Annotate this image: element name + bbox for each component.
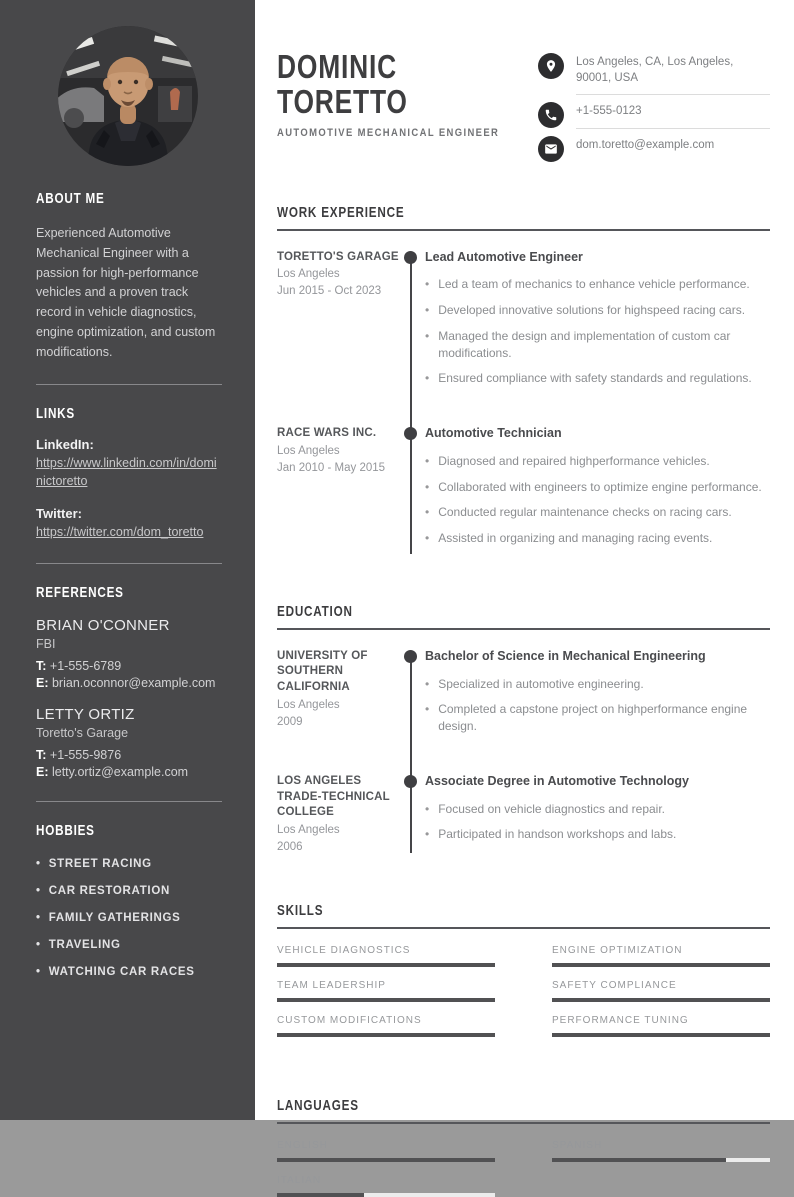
- location-icon: [538, 53, 564, 79]
- meter-item: [277, 945, 495, 967]
- timeline-entry: [277, 649, 770, 744]
- meter-bar-track: [277, 1033, 495, 1037]
- skills-section: [277, 902, 770, 1037]
- timeline-dot-icon: [404, 650, 417, 663]
- meter-label: VEHICLE DIAGNOSTICS: [277, 944, 411, 956]
- references-heading: REFERENCES: [36, 583, 124, 601]
- entry-location: Los Angeles: [277, 823, 340, 836]
- timeline-entry: [277, 774, 770, 855]
- hobby-item: [36, 885, 222, 897]
- meter-label: SAFETY COMPLIANCE: [552, 979, 677, 991]
- entry-meta: [277, 774, 401, 855]
- header: [277, 50, 770, 162]
- languages-grid: [277, 1140, 770, 1197]
- entry-organization: UNIVERSITY OF SOUTHERN CALIFORNIA: [277, 649, 368, 693]
- meter-bar-track: [552, 1158, 770, 1162]
- bullet-icon: •: [425, 702, 430, 717]
- email-icon: [538, 136, 564, 162]
- education-heading: EDUCATION: [277, 603, 770, 630]
- bullet-text: Participated in handson workshops and labs.: [438, 827, 677, 842]
- about-text: Experienced Automotive Mechanical Engineer with a passion for high-performance vehicles and a proven track record in vehicle diagnostics, engine optimization, and custom modifications.: [36, 226, 216, 359]
- timeline-dot-icon: [404, 251, 417, 264]
- meter-item: [277, 1015, 495, 1037]
- sidebar: [0, 0, 255, 1120]
- hobby-text: CAR RESTORATION: [48, 884, 170, 897]
- entry-location: Los Angeles: [277, 268, 340, 281]
- bullet-text: Completed a capstone project on highperformance engine design.: [438, 702, 748, 734]
- meter-label: ITALIAN: [277, 1174, 322, 1186]
- bullet-text: Focused on vehicle diagnostics and repair.: [438, 801, 666, 816]
- hobbies-heading: HOBBIES: [36, 821, 95, 839]
- meter-item: [277, 1175, 495, 1197]
- entry-body: [425, 426, 770, 556]
- person-job-title: AUTOMOTIVE MECHANICAL ENGINEER: [277, 126, 500, 139]
- entry-body: [425, 250, 770, 397]
- meter-label: TEAM LEADERSHIP: [277, 979, 386, 991]
- meter-bar-fill: [277, 963, 495, 967]
- email-value: letty.ortiz@example.com: [51, 764, 189, 779]
- skills-grid: [277, 945, 770, 1037]
- bullet-item: [425, 479, 770, 496]
- bullet-icon: •: [425, 505, 430, 520]
- person-name: [277, 50, 486, 120]
- timeline-node: [401, 774, 425, 855]
- hobby-text: WATCHING CAR RACES: [48, 965, 195, 978]
- languages-section: [277, 1097, 770, 1197]
- meter-label: ENGINE OPTIMIZATION: [552, 944, 683, 956]
- reference-org: FBI: [36, 636, 56, 651]
- bullet-text: Conducted regular maintenance checks on racing cars.: [438, 505, 732, 520]
- about-heading: ABOUT ME: [36, 190, 105, 207]
- email-label: E:: [36, 675, 49, 690]
- main-content: [255, 0, 794, 1186]
- contact-location: Los Angeles, CA, Los Angeles, 90001, USA: [576, 53, 770, 95]
- meter-label: SPANISH: [552, 1139, 603, 1151]
- entry-body: [425, 649, 770, 744]
- entry-title: Associate Degree in Automotive Technology: [425, 773, 689, 788]
- bullet-item: [425, 530, 770, 547]
- entry-bullet-list: [425, 453, 770, 547]
- entry-organization: LOS ANGELES TRADE-TECHNICAL COLLEGE: [277, 774, 390, 819]
- contact-location-row: [538, 53, 770, 95]
- meter-item: [277, 980, 495, 1002]
- bullet-item: [425, 504, 770, 521]
- name-block: [277, 50, 538, 162]
- email-value: brian.oconnor@example.com: [51, 675, 216, 690]
- entry-meta: [277, 649, 401, 744]
- contact-phone: +1-555-0123: [576, 102, 770, 129]
- hobby-item: [36, 858, 222, 870]
- timeline-node: [401, 250, 425, 397]
- meter-bar-fill: [277, 1193, 364, 1197]
- meter-bar-fill: [552, 998, 770, 1002]
- entry-title: Bachelor of Science in Mechanical Engineering: [425, 648, 706, 663]
- work-experience-heading: WORK EXPERIENCE: [277, 204, 770, 231]
- contact-email-row: [538, 136, 770, 162]
- bullet-item: [425, 276, 770, 293]
- contact-block: [538, 50, 770, 162]
- phone-value: +1-555-6789: [49, 658, 122, 673]
- reference-email: [36, 676, 222, 690]
- entry-organization: RACE WARS INC.: [277, 427, 377, 440]
- hobby-list: [36, 858, 222, 978]
- meter-bar-track: [277, 1193, 495, 1197]
- bullet-icon: •: [36, 965, 41, 978]
- meter-label: CUSTOM MODIFICATIONS: [277, 1014, 422, 1026]
- contact-phone-row: [538, 102, 770, 129]
- meter-label: PERFORMANCE TUNING: [552, 1014, 689, 1026]
- meter-label: ENGLISH: [277, 1139, 328, 1151]
- entry-title: Lead Automotive Engineer: [425, 249, 583, 264]
- reference-card: [36, 706, 222, 779]
- entry-location: Los Angeles: [277, 698, 340, 711]
- bullet-icon: •: [425, 302, 430, 317]
- meter-item: [552, 1015, 770, 1037]
- bullet-text: Assisted in organizing and managing racing events.: [438, 531, 713, 546]
- meter-bar-track: [552, 963, 770, 967]
- meter-bar-track: [277, 998, 495, 1002]
- bullet-icon: •: [425, 277, 430, 292]
- bullet-icon: •: [425, 453, 430, 468]
- meter-bar-fill: [552, 963, 770, 967]
- meter-bar-fill: [277, 998, 495, 1002]
- email-label: E:: [36, 764, 49, 779]
- bullet-icon: •: [36, 884, 41, 897]
- bullet-text: Diagnosed and repaired highperformance vehicles.: [438, 453, 710, 468]
- bullet-text: Managed the design and implementation of custom car modifications.: [438, 328, 731, 360]
- reference-phone: [36, 748, 222, 762]
- education-entries: [277, 649, 770, 855]
- meter-bar-track: [277, 963, 495, 967]
- timeline-node: [401, 426, 425, 556]
- bullet-icon: •: [36, 911, 41, 924]
- entry-dates: 2009: [277, 715, 303, 728]
- entry-body: [425, 774, 770, 855]
- hobby-item: [36, 939, 222, 951]
- bullet-icon: •: [425, 371, 430, 386]
- bullet-item: [425, 302, 770, 319]
- about-section: [0, 190, 255, 362]
- bullet-item: [425, 801, 770, 818]
- work-entries: [277, 250, 770, 556]
- hobby-item: [36, 912, 222, 924]
- hobby-item: [36, 966, 222, 978]
- bullet-text: Ensured compliance with safety standards and regulations.: [438, 371, 752, 386]
- meter-bar-track: [552, 998, 770, 1002]
- hobbies-section: [0, 822, 255, 978]
- reference-card: [36, 617, 222, 690]
- education-section: [277, 603, 770, 855]
- sidebar-divider: [36, 563, 222, 564]
- timeline-dot-icon: [404, 427, 417, 440]
- meter-bar-fill: [277, 1158, 495, 1162]
- reference-email: [36, 765, 222, 779]
- entry-organization: TORETTO'S GARAGE: [277, 250, 399, 263]
- bullet-icon: •: [425, 479, 430, 494]
- sidebar-divider: [36, 801, 222, 802]
- reference-name: BRIAN O'CONNER: [36, 616, 170, 634]
- linkedin-url-link[interactable]: https://www.linkedin.com/in/dominictoretto: [36, 456, 217, 489]
- twitter-link-group: [36, 506, 222, 541]
- bullet-item: [425, 370, 770, 387]
- last-name: TORETTO: [277, 82, 408, 120]
- meter-bar-fill: [277, 1033, 495, 1037]
- links-section: [0, 405, 255, 540]
- reference-phone: [36, 659, 222, 673]
- linkedin-label: LinkedIn:: [36, 437, 94, 453]
- entry-dates: 2006: [277, 840, 303, 853]
- bullet-text: Led a team of mechanics to enhance vehicle performance.: [438, 277, 750, 292]
- entry-bullet-list: [425, 276, 770, 387]
- meter-item: [277, 1140, 495, 1162]
- bullet-item: [425, 826, 770, 843]
- meter-bar-track: [552, 1033, 770, 1037]
- meter-item: [552, 1140, 770, 1162]
- timeline-node: [401, 649, 425, 744]
- hobby-text: TRAVELING: [48, 938, 121, 951]
- bullet-item: [425, 453, 770, 470]
- entry-dates: Jan 2010 - May 2015: [277, 461, 386, 474]
- bullet-item: [425, 676, 770, 693]
- entry-bullet-list: [425, 801, 770, 844]
- phone-icon: [538, 102, 564, 128]
- twitter-url-link[interactable]: https://twitter.com/dom_toretto: [36, 524, 204, 539]
- bullet-text: Developed innovative solutions for highspeed racing cars.: [438, 302, 746, 317]
- hobby-text: FAMILY GATHERINGS: [48, 911, 181, 924]
- meter-item: [552, 945, 770, 967]
- linkedin-link-group: [36, 437, 222, 490]
- meter-item: [552, 980, 770, 1002]
- entry-dates: Jun 2015 - Oct 2023: [277, 285, 382, 298]
- phone-value: +1-555-9876: [49, 747, 122, 762]
- skills-heading: SKILLS: [277, 902, 770, 929]
- bullet-icon: •: [425, 801, 430, 816]
- bullet-icon: •: [425, 531, 430, 546]
- twitter-label: Twitter:: [36, 505, 82, 521]
- meter-bar-fill: [552, 1158, 726, 1162]
- bullet-icon: •: [425, 827, 430, 842]
- entry-bullet-list: [425, 676, 770, 735]
- entry-meta: [277, 426, 401, 556]
- sidebar-divider: [36, 384, 222, 385]
- entry-location: Los Angeles: [277, 444, 340, 457]
- bullet-icon: •: [36, 938, 41, 951]
- links-heading: LINKS: [36, 405, 75, 423]
- phone-label: T:: [36, 747, 47, 762]
- bullet-icon: •: [425, 328, 430, 343]
- profile-photo-illustration: [58, 26, 198, 166]
- bullet-icon: •: [36, 857, 41, 870]
- hobby-text: STREET RACING: [48, 857, 152, 870]
- bullet-text: Specialized in automotive engineering.: [438, 676, 644, 691]
- bullet-item: [425, 328, 770, 362]
- timeline-dot-icon: [404, 775, 417, 788]
- profile-photo: [58, 26, 198, 166]
- languages-heading: LANGUAGES: [277, 1097, 770, 1124]
- entry-title: Automotive Technician: [425, 426, 562, 441]
- entry-meta: [277, 250, 401, 397]
- timeline-entry: [277, 250, 770, 397]
- meter-bar-track: [277, 1158, 495, 1162]
- first-name: DOMINIC: [277, 48, 397, 85]
- references-section: [0, 584, 255, 779]
- meter-bar-fill: [552, 1033, 770, 1037]
- phone-label: T:: [36, 658, 47, 673]
- reference-org: Toretto's Garage: [36, 725, 129, 740]
- reference-name: LETTY ORTIZ: [36, 705, 135, 723]
- bullet-icon: •: [425, 676, 430, 691]
- timeline-entry: [277, 426, 770, 556]
- bullet-text: Collaborated with engineers to optimize engine performance.: [438, 479, 762, 494]
- contact-email: dom.toretto@example.com: [576, 138, 715, 151]
- bullet-item: [425, 701, 770, 735]
- work-experience-section: [277, 204, 770, 556]
